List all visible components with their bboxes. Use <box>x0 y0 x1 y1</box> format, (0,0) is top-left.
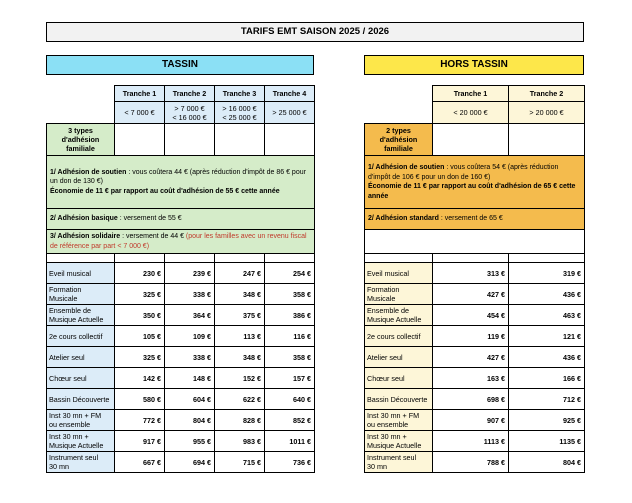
price-cell: 694 € <box>165 452 215 473</box>
price-cell: 348 € <box>215 284 265 305</box>
course-label: Bassin Découverte <box>365 389 433 410</box>
course-label: Inst 30 mn + Musique Actuelle <box>365 431 433 452</box>
tassin-rows <box>47 263 315 473</box>
price-cell: 622 € <box>215 389 265 410</box>
price-cell: 715 € <box>215 452 265 473</box>
price-cell: 119 € <box>433 326 509 347</box>
price-row <box>47 389 315 410</box>
price-cell: 152 € <box>215 368 265 389</box>
price-cell: 105 € <box>115 326 165 347</box>
price-cell: 804 € <box>509 452 585 473</box>
tranche-header: Tranche 1 <box>433 86 509 102</box>
price-row <box>365 452 585 473</box>
course-label: Inst 30 mn + Musique Actuelle <box>47 431 115 452</box>
course-label: Atelier seul <box>47 347 115 368</box>
course-label: Instrument seul 30 mn <box>365 452 433 473</box>
price-cell: 325 € <box>115 284 165 305</box>
price-cell: 1011 € <box>265 431 315 452</box>
price-row <box>365 326 585 347</box>
course-label: 2e cours collectif <box>47 326 115 347</box>
price-row <box>47 326 315 347</box>
course-label: Inst 30 mn + FM ou ensemble <box>365 410 433 431</box>
course-label: Inst 30 mn + FM ou ensemble <box>47 410 115 431</box>
course-label: 2e cours collectif <box>365 326 433 347</box>
course-label: Eveil musical <box>47 263 115 284</box>
price-cell: 338 € <box>165 284 215 305</box>
price-cell: 113 € <box>215 326 265 347</box>
price-cell: 804 € <box>165 410 215 431</box>
price-row <box>365 284 585 305</box>
price-row <box>47 284 315 305</box>
price-cell: 828 € <box>215 410 265 431</box>
price-cell: 925 € <box>509 410 585 431</box>
price-row <box>365 305 585 326</box>
price-cell: 319 € <box>509 263 585 284</box>
price-cell: 142 € <box>115 368 165 389</box>
price-cell: 163 € <box>433 368 509 389</box>
price-row <box>47 410 315 431</box>
price-cell: 157 € <box>265 368 315 389</box>
income-range: > 7 000 € < 16 000 € <box>165 102 215 124</box>
course-label: Atelier seul <box>365 347 433 368</box>
price-cell: 907 € <box>433 410 509 431</box>
price-cell: 386 € <box>265 305 315 326</box>
income-range: < 7 000 € <box>115 102 165 124</box>
price-cell: 580 € <box>115 389 165 410</box>
price-cell: 917 € <box>115 431 165 452</box>
price-cell: 852 € <box>265 410 315 431</box>
price-row <box>365 431 585 452</box>
price-cell: 454 € <box>433 305 509 326</box>
section-title-hors-tassin: HORS TASSIN <box>364 55 584 75</box>
price-row <box>365 347 585 368</box>
price-cell: 358 € <box>265 347 315 368</box>
price-cell: 712 € <box>509 389 585 410</box>
income-range: > 25 000 € <box>265 102 315 124</box>
price-cell: 350 € <box>115 305 165 326</box>
price-cell: 772 € <box>115 410 165 431</box>
price-row <box>47 452 315 473</box>
price-row <box>47 305 315 326</box>
price-cell: 254 € <box>265 263 315 284</box>
course-label: Formation Musicale <box>365 284 433 305</box>
adhesion-soutien: 1/ Adhésion de soutien : vous coûtera 54 € (après réduction d'impôt de 106 € pour un don de 160 €) Économie de 11 € par rapport au coût d'adhésion de 65 € cette année <box>365 156 585 209</box>
price-cell: 239 € <box>165 263 215 284</box>
hors-tassin-table <box>364 85 585 473</box>
price-cell: 736 € <box>265 452 315 473</box>
price-cell: 325 € <box>115 347 165 368</box>
adhesion-standard: 2/ Adhésion standard : versement de 65 € <box>365 209 585 230</box>
hors-tassin-rows <box>365 263 585 473</box>
price-cell: 427 € <box>433 284 509 305</box>
income-range: > 16 000 € < 25 000 € <box>215 102 265 124</box>
price-cell: 313 € <box>433 263 509 284</box>
tranche-header: Tranche 3 <box>215 86 265 102</box>
adhesion-solidaire: 3/ Adhésion solidaire : versement de 44 € (pour les familles avec un revenu fiscal de référence par part < 7 000 €) <box>47 230 315 254</box>
price-cell: 604 € <box>165 389 215 410</box>
adhesion-types-label: 3 types d'adhésion familiale <box>47 124 115 156</box>
price-cell: 338 € <box>165 347 215 368</box>
price-cell: 358 € <box>265 284 315 305</box>
price-cell: 640 € <box>265 389 315 410</box>
price-cell: 247 € <box>215 263 265 284</box>
price-cell: 109 € <box>165 326 215 347</box>
income-range: > 20 000 € <box>509 102 585 124</box>
income-range: < 20 000 € <box>433 102 509 124</box>
section-title-tassin: TASSIN <box>46 55 314 75</box>
course-label: Instrument seul 30 mn <box>47 452 115 473</box>
price-cell: 788 € <box>433 452 509 473</box>
price-cell: 230 € <box>115 263 165 284</box>
price-cell: 148 € <box>165 368 215 389</box>
price-cell: 983 € <box>215 431 265 452</box>
price-row <box>365 410 585 431</box>
price-cell: 121 € <box>509 326 585 347</box>
price-cell: 427 € <box>433 347 509 368</box>
price-row <box>365 368 585 389</box>
adhesion-basique: 2/ Adhésion basique : versement de 55 € <box>47 209 315 230</box>
tranche-header: Tranche 2 <box>509 86 585 102</box>
course-label: Ensemble de Musique Actuelle <box>47 305 115 326</box>
price-cell: 375 € <box>215 305 265 326</box>
price-cell: 463 € <box>509 305 585 326</box>
price-row <box>47 263 315 284</box>
course-label: Eveil musical <box>365 263 433 284</box>
price-row <box>47 431 315 452</box>
adhesion-types-label: 2 types d'adhésion familiale <box>365 124 433 156</box>
price-row <box>47 368 315 389</box>
course-label: Ensemble de Musique Actuelle <box>365 305 433 326</box>
price-cell: 1135 € <box>509 431 585 452</box>
price-cell: 116 € <box>265 326 315 347</box>
tranche-header: Tranche 2 <box>165 86 215 102</box>
price-row <box>47 347 315 368</box>
course-label: Chœur seul <box>365 368 433 389</box>
price-cell: 364 € <box>165 305 215 326</box>
tranche-header: Tranche 1 <box>115 86 165 102</box>
course-label: Chœur seul <box>47 368 115 389</box>
price-cell: 1113 € <box>433 431 509 452</box>
page-title: TARIFS EMT SAISON 2025 / 2026 <box>46 22 584 42</box>
price-cell: 348 € <box>215 347 265 368</box>
adhesion-soutien: 1/ Adhésion de soutien : vous coûtera 44 € (après réduction d'impôt de 86 € pour un don de 130 €) Économie de 11 € par rapport au coût d'adhésion de 55 € cette année <box>47 156 315 209</box>
price-row <box>365 263 585 284</box>
price-cell: 955 € <box>165 431 215 452</box>
price-row <box>365 389 585 410</box>
price-cell: 436 € <box>509 284 585 305</box>
price-cell: 166 € <box>509 368 585 389</box>
tassin-table <box>46 85 315 473</box>
course-label: Formation Musicale <box>47 284 115 305</box>
tranche-header: Tranche 4 <box>265 86 315 102</box>
course-label: Bassin Découverte <box>47 389 115 410</box>
price-cell: 698 € <box>433 389 509 410</box>
price-cell: 667 € <box>115 452 165 473</box>
price-cell: 436 € <box>509 347 585 368</box>
